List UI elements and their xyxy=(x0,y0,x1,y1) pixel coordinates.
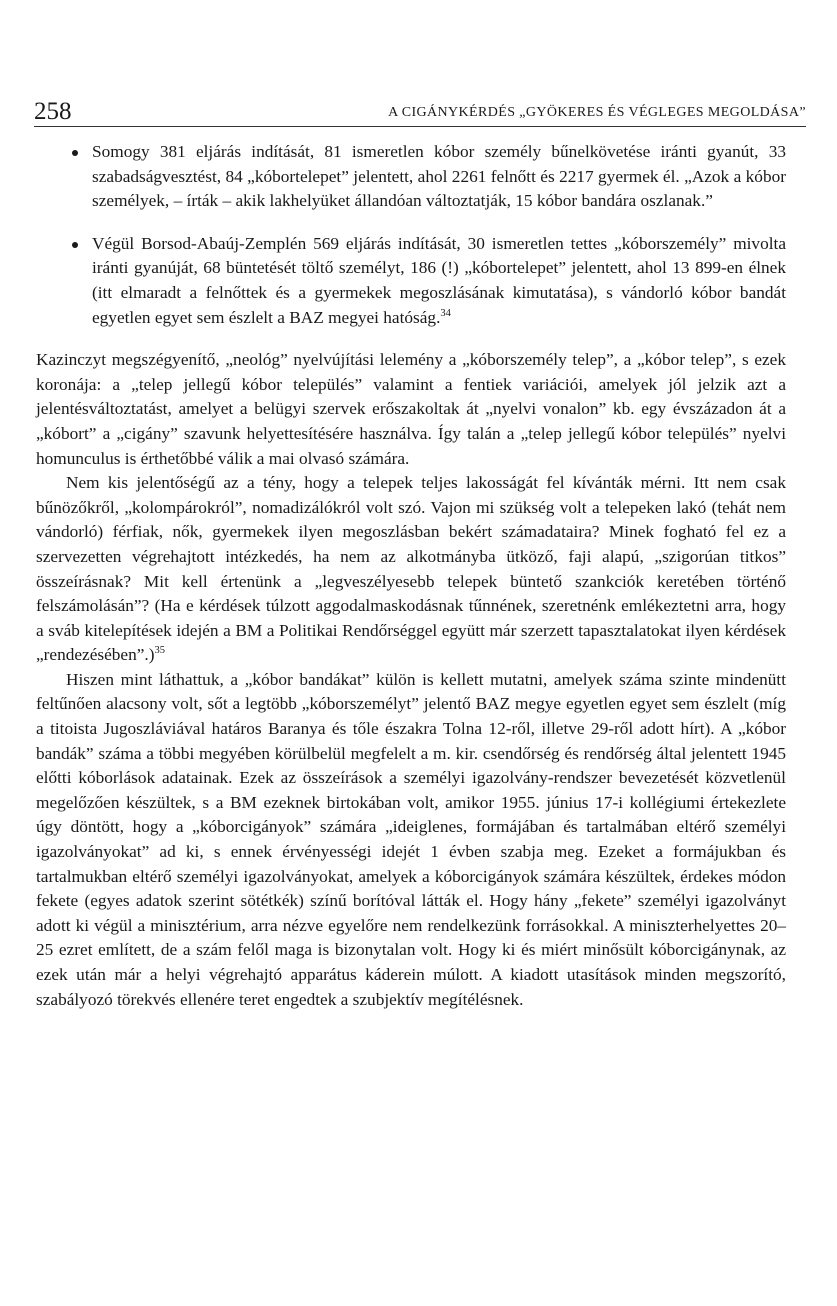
bullet-list xyxy=(36,140,786,330)
footnote-ref: 35 xyxy=(154,645,165,657)
paragraph-text: Kazinczyt megszégyenítő, „neológ” nyelvújítási lelemény a „kóborszemély telep”, a „kóbor telep”, s ezek koronája: a „telep jellegű kóbor település” valamint a fentiek variációi, amelyek jól jelzik azt a jelentésváltoztatást, amelyet a belügyi szervek erőszakoltak át „nyelvi vonalon” kb. egy évszázadon át a „kóbort” a „cigány” szavunk helyettesítésére használva. Így talán a „telep jellegű kóbor település” nyelvi homunculus is érthetőbbé válik a mai olvasó számára. xyxy=(36,350,786,468)
bullet-icon xyxy=(72,150,78,156)
paragraph xyxy=(36,348,786,471)
list-item xyxy=(36,140,786,214)
body-text xyxy=(36,140,786,1012)
footnote-ref: 34 xyxy=(440,307,451,319)
running-title: A CIGÁNYKÉRDÉS „GYÖKERES ÉS VÉGLEGES MEGOLDÁSA” xyxy=(388,105,806,120)
paragraph-text: Nem kis jelentőségű az a tény, hogy a telepek teljes lakosságát fel kívánták mérni. Itt nem csak bűnözőkről, „kolompárokról”, nomadizálókról volt szó. Vajon mi szükség volt a telepeken lakó (tehát nem vándorló) férfiak, nők, gyermekek ilyen megoszlásban bekért számadataira? Minek fogható fel ez a szervezetten végrehajtott intézkedés, ha nem az alkotmányba ütköző, faji alapú, „szigorúan titkos” összeírásnak? Mit kell értenünk a „legveszélyesebb telepek büntető szankciók keretében történő felszámolásán”? (Ha e kérdések túlzott aggodalmaskodásnak tűnnének, szeretnénk emlékeztetni arra, hogy a sváb kitelepítések idején a BM a Politikai Rendőrséggel együtt már szerzett tapasztalatokat ilyen kérdések „rendezésében”.) xyxy=(36,473,786,665)
list-item-text: Somogy 381 eljárás indítását, 81 ismeretlen kóbor személy bűnelkövetése iránti gyanút, 33 szabadságvesztést, 84 „kóbortelepet” jelentett, ahol 2261 felnőtt és 2217 gyermek él. „Azok a kóbor személyek, – írták – akik lakhelyüket állandóan változtatják, 15 kóbor bandára oszlanak.” xyxy=(92,142,786,211)
page-header xyxy=(34,82,806,127)
page-number: 258 xyxy=(34,98,72,125)
list-item-text: Végül Borsod-Abaúj-Zemplén 569 eljárás indítását, 30 ismeretlen tettes „kóborszemély” mivolta iránti gyanúját, 68 büntetését töltő személyt, 186 (!) „kóbortelepet” jelentett, ahol 13 899-en élnek (itt elmaradt a felnőttek és a gyermekek megoszlásának kimutatása), s vándorló kóbor bandát egyetlen egyet sem észlelt a BAZ megyei hatóság. xyxy=(92,233,786,327)
list-item xyxy=(36,232,786,330)
paragraph-text: Hiszen mint láthattuk, a „kóbor bandákat” külön is kellett mutatni, amelyek száma szinte mindenütt feltűnően alacsony volt, sőt a legtöbb „kóborszemélyt” jelentő BAZ megye egyetlen egyet sem észlelt (míg a titoista Jugoszláviával határos Baranya és tőle északra Tolna 12-ről, illetve 29-ről adott hírt). A „kóbor bandák” száma a többi megyében körülbelül megfelelt a m. kir. csendőrség és rendőrség által jelentett 1945 előtti kóborlások adatainak. Ezek az összeírások a személyi igazolvány-rendszer bevezetését közvetlenül megelőzően készültek, s a BM ezeknek birtokában volt, amikor 1955. június 17-i kollégiumi értekezlete úgy döntött, hogy a „kóborcigányok” számára „ideiglenes, formájában és tartalmában eltérő személyi igazolványokat” ad ki, s ennek érvényességi idejét 1 évben szabja meg. Ezeket a formájukban és tartalmukban eltérő személyi igazolványokat, amelyek a kóborcigányok számára készültek, érdekes módon fekete (egyes adatok szerint sötétkék) színű borítóval látták el. Hogy hány „fekete” személyi igazolványt adott ki végül a minisztérium, arra nézve egyelőre nem rendelkezünk forrásokkal. A miniszterhelyettes 20–25 ezret említett, de a szám felől maga is bizonytalan volt. Hogy ki és miért minősült kóborcigánynak, az ezek után már a helyi végrehajtó apparátus káderein múlott. A kiadott utasítások minden megszorító, szabályozó törekvés ellenére teret engedtek a szubjektív megítélésnek. xyxy=(36,669,786,1009)
bullet-icon xyxy=(72,242,78,248)
paragraph xyxy=(36,668,786,1012)
paragraph xyxy=(36,471,786,668)
